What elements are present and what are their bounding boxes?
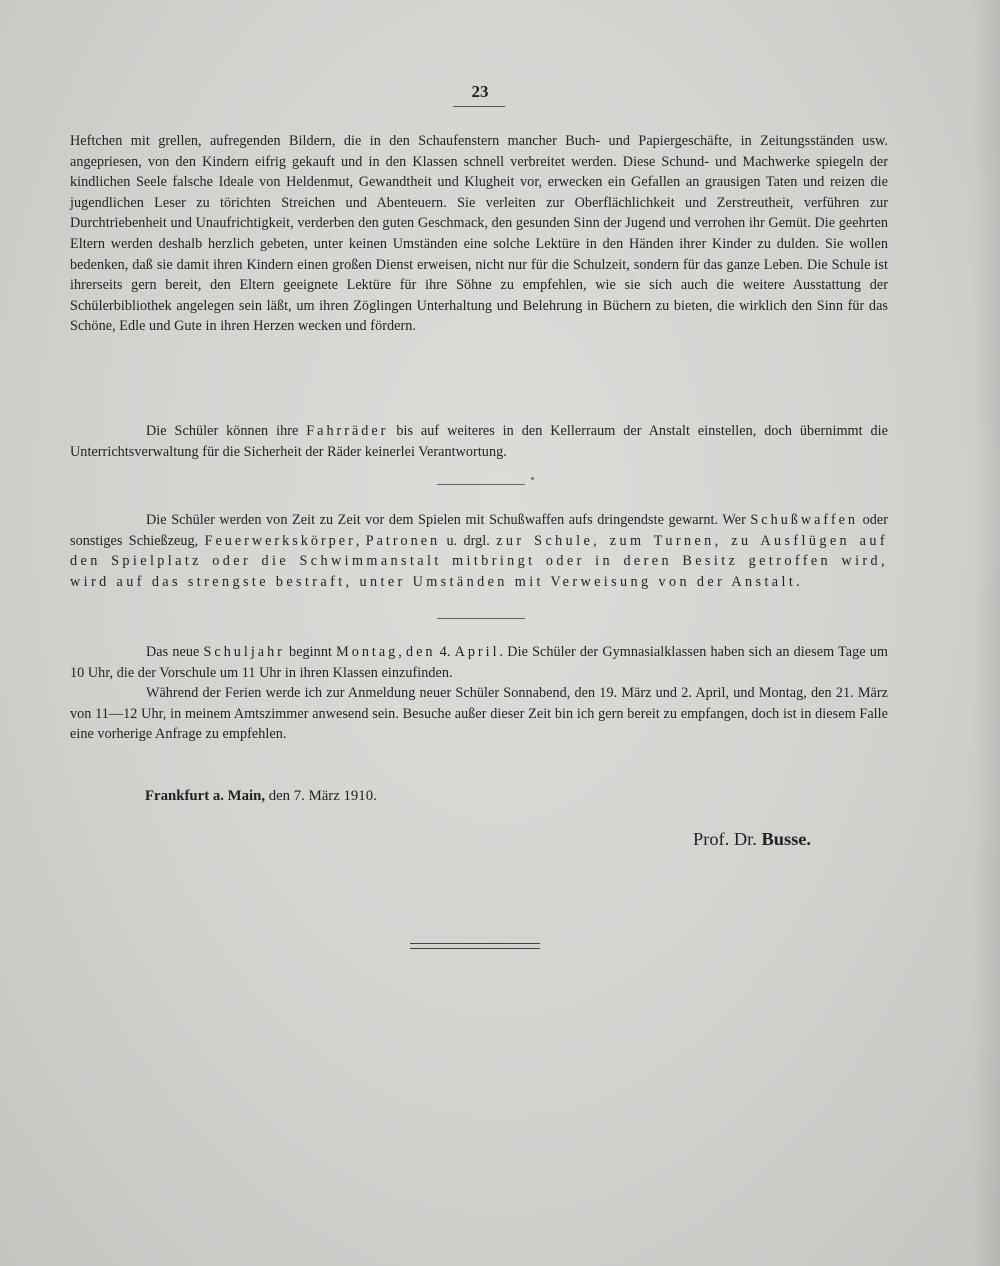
signature-title: Prof. Dr. <box>693 829 762 849</box>
paragraph-text: Heftchen mit grellen, aufregenden Bildern, die in den Schaufenstern mancher Buch- und Papiergeschäfte, in Zeitungsständen usw. angepriesen, von den Kindern eifrig gekauft und in den Klassen schnell verbreitet werden. Diese Schund- und Machwerke spiegeln der kindlichen Seele falsche Ideale von Heldenmut, Gewandtheit und Klugheit vor, erwecken ein Gefallen an grausigen Taten und reizen die jugendlichen Leser zu törichten Streichen und Abenteuern. Sie verleiten zur Oberflächlichkeit und Zerstreutheit, verführen zur Durchtriebenheit und Unaufrichtigkeit, verderben den guten Geschmack, den gesunden Sinn der Jugend und verrohen ihr Gemüt. Die geehrten Eltern werden deshalb herzlich gebeten, unter keinen Umständen eine solche Lektüre in den Händen ihrer Kinder zu dulden. Sie wollen bedenken, daß sie damit ihren Kindern einen großen Dienst erweisen, nicht nur für die Schulzeit, sondern für das ganze Leben. Die Schule ist ihrerseits gern bereit, den Eltern geeignete Lektüre für ihre Söhne zu empfehlen, wie sie sich auch die weitere Ausstattung der Schülerbibliothek angelegen sein läßt, um ihren Zöglingen Unterhaltung und Belehrung in Büchern zu bieten, die wirklich den Sinn für das Schöne, Edle und Gute in ihren Herzen wecken und fördern. <box>70 133 888 335</box>
place-name: Frankfurt a. Main, <box>145 788 266 804</box>
spaced-emphasis: Montag <box>336 644 399 660</box>
text-run: , <box>398 644 407 660</box>
paragraph-school-year <box>70 642 888 745</box>
spaced-emphasis: April <box>454 644 500 660</box>
divider-dot <box>531 477 534 480</box>
spaced-emphasis: Patronen <box>365 532 441 549</box>
paragraph-bicycles <box>70 421 888 462</box>
spaced-emphasis: Schußwaffen <box>750 512 859 528</box>
text-run: . Die Schüler der Gymnasialklassen haben sich an diesem Tage um 10 Uhr, die der Vorschule um 11 Uhr in ihren Klassen einzufinden. <box>70 644 888 681</box>
paragraph-schund-literature <box>70 131 888 337</box>
page-number-rule <box>453 106 505 107</box>
text-run: Die Schüler werden von Zeit zu Zeit vor dem Spielen mit Schußwaffen aufs dringendste gewarnt. Wer <box>146 512 751 528</box>
spaced-emphasis: Feuerwerkskörper <box>204 532 356 549</box>
text-run: u. drgl. <box>440 532 497 549</box>
end-rule-top <box>410 943 540 944</box>
page-edge-shadow <box>972 0 1000 1266</box>
signature-name: Busse. <box>761 829 812 849</box>
spaced-emphasis: den <box>406 644 436 660</box>
paragraph-text <box>70 510 888 592</box>
text-run: beginnt <box>284 644 337 660</box>
page-number: 23 <box>471 82 489 101</box>
spaced-emphasis: Fahrräder <box>306 423 389 439</box>
place-date-line <box>145 788 377 805</box>
text-run: oder sonstiges Schießzeug, <box>70 512 888 549</box>
section-divider <box>437 484 525 485</box>
text-run: Das neue <box>146 644 204 660</box>
text-run: bis auf weiteres in den Kellerraum der Anstalt einstellen, doch übernimmt die Unterrichtsverwaltung für die Sicherheit der Räder keinerlei Verantwortung. <box>70 423 888 460</box>
text-run: 4. <box>435 644 455 660</box>
signature <box>693 829 811 850</box>
spaced-emphasis: Schuljahr <box>203 644 285 660</box>
paragraph-firearms <box>70 510 888 592</box>
text-run: , <box>355 532 366 549</box>
paragraph-text <box>70 642 888 683</box>
section-divider <box>437 618 525 619</box>
end-rule-bottom <box>410 948 540 949</box>
spaced-emphasis: zur Schule, zum Turnen, zu Ausflügen auf den Spielplatz oder die Schwimmanstalt mitbringt oder in deren Besitz getroffen wird, wird auf das strengste bestraft, unter Umständen mit Verweisung von der Anstalt. <box>70 532 888 590</box>
date-text: den 7. März 1910. <box>265 788 377 804</box>
paragraph-registration: Während der Ferien werde ich zur Anmeldung neuer Schüler Sonnabend, den 19. März und 2. April, und Montag, den 21. März von 11—12 Uhr, in meinem Amtszimmer anwesend sein. Besuche außer dieser Zeit bin ich gern bereit zu empfangen, doch ist in diesem Falle eine vorherige Anfrage zu empfehlen. <box>70 685 888 743</box>
text-run: Die Schüler können ihre <box>146 423 307 439</box>
paragraph-text <box>70 421 888 462</box>
